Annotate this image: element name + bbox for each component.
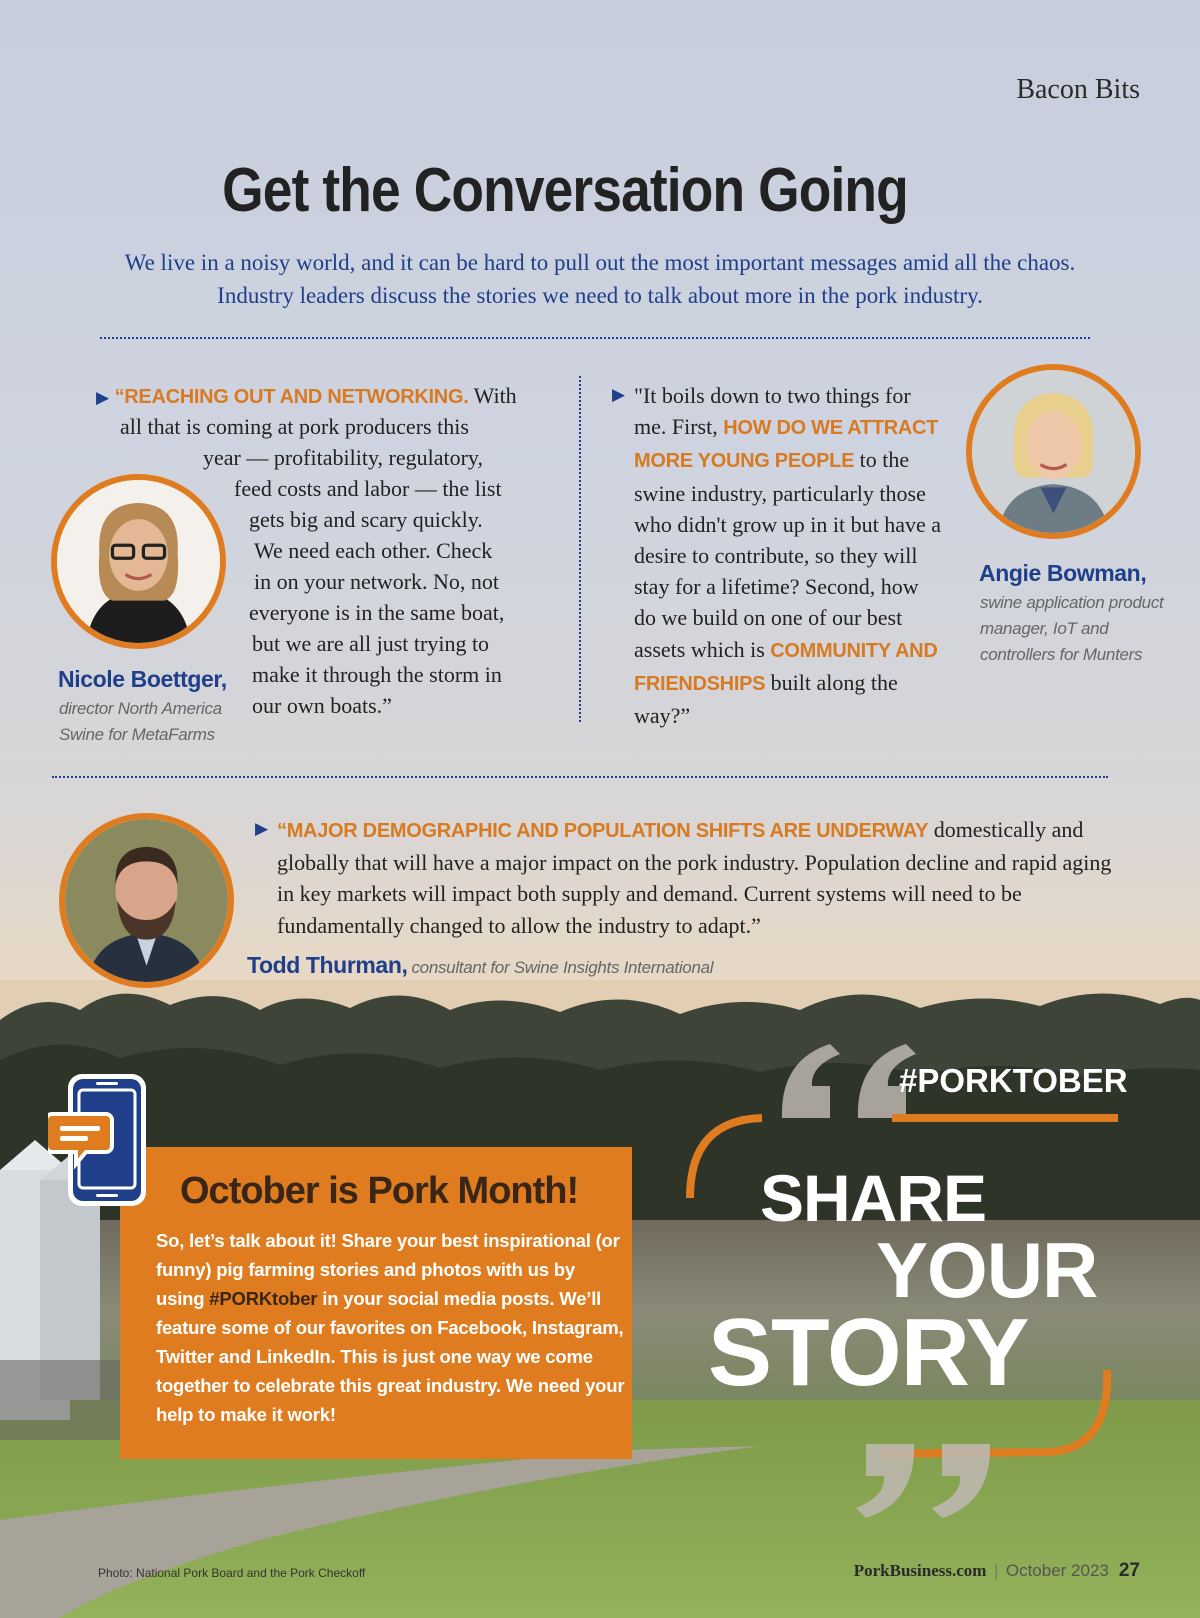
avatar-angie bbox=[966, 364, 1141, 539]
share-line-3: STORY bbox=[708, 1299, 1029, 1406]
share-line-1: SHARE bbox=[760, 1161, 987, 1235]
share-line-2: YOUR bbox=[876, 1226, 1098, 1314]
speaker-name: Todd Thurman, bbox=[247, 952, 408, 978]
footer-date: October 2023 bbox=[1005, 1561, 1109, 1580]
quote-line: gets big and scary quickly. bbox=[249, 507, 483, 532]
footer-site: PorkBusiness.com bbox=[853, 1561, 987, 1580]
quote-angie: ▶ "It boils down to two things for me. First, HOW DO WE ATTRACT MORE YOUNG PEOPLE to the swine industry, particularly those who didn't grow up in it but have a desire to contribute, so they will stay for a lifetime? Second, how do we build on one of our best assets which is COMMUNITY AND FRIENDSHIPS built along the way?” bbox=[612, 380, 942, 731]
quote-line: year — profitability, regulatory, bbox=[203, 445, 483, 470]
quote-line: but we are all just trying to bbox=[252, 631, 490, 656]
divider-top bbox=[100, 337, 1090, 339]
quote-highlight: “MAJOR DEMOGRAPHIC AND POPULATION SHIFTS ARE UNDERWAY bbox=[277, 820, 929, 842]
section-label: Bacon Bits bbox=[1016, 74, 1140, 105]
divider-middle bbox=[52, 776, 1108, 778]
quote-line: in on your network. No, not bbox=[254, 569, 500, 594]
share-hashtag: #PORKTOBER bbox=[899, 1062, 1128, 1099]
quote-highlight: HOW DO WE ATTRACT MORE YOUNG PEOPLE bbox=[634, 417, 939, 473]
quote-todd: ▶ “MAJOR DEMOGRAPHIC AND POPULATION SHIFTS ARE UNDERWAY domestically and globally that will have a major impact on the pork industry. Population decline and rapid aging in key markets will impact both supply and demand. Current systems will need to be fundamentally changed to allow the industry to adapt.” bbox=[255, 814, 1115, 941]
speaker-name: Angie Bowman, bbox=[979, 560, 1147, 586]
divider-vertical bbox=[579, 376, 581, 722]
pork-month-title: October is Pork Month! bbox=[180, 1170, 579, 1212]
page-title: Get the Conversation Going bbox=[222, 156, 908, 225]
play-arrow-icon: ▶ bbox=[255, 819, 269, 839]
quote-line: We need each other. Check bbox=[254, 538, 493, 563]
quote-line: make it through the storm in bbox=[252, 662, 502, 687]
play-arrow-icon: ▶ bbox=[612, 385, 626, 405]
pork-month-body: So, let’s talk about it! Share your best inspirational (or funny) pig farming stories and photos with us by using #PORKtober in your social media posts. We’ll feature some of our favorites on Facebook, Instagram, Twitter and LinkedIn. This is just one way we come together to celebrate this great industry. We need your help to make it work! bbox=[156, 1230, 625, 1425]
intro-text: We live in a noisy world, and it can be hard to pull out the most important messages amid all the chaos. Industry leaders discuss the stories we need to talk about more in the pork industry. bbox=[124, 250, 1076, 308]
play-arrow-icon: ▶ bbox=[96, 388, 110, 408]
photo-credit: Photo: National Pork Board and the Pork Checkoff bbox=[98, 1566, 366, 1580]
quote-line: everyone is in the same boat, bbox=[249, 600, 505, 625]
quote-line: feed costs and labor — the list bbox=[234, 476, 502, 501]
speaker-name: Nicole Boettger, bbox=[58, 666, 227, 692]
avatar-nicole bbox=[51, 474, 226, 649]
quote-highlight: “REACHING OUT AND NETWORKING bbox=[114, 386, 464, 408]
page-number: 27 bbox=[1118, 1560, 1140, 1581]
speaker-title: swine application product manager, IoT and controllers for Munters bbox=[980, 593, 1164, 664]
open-quote-icon bbox=[782, 1044, 916, 1118]
quote-highlight: COMMUNITY AND FRIENDSHIPS bbox=[634, 639, 938, 695]
speaker-title: consultant for Swine Insights International bbox=[411, 958, 714, 977]
quote-line: all that is coming at pork producers this bbox=[120, 414, 469, 439]
avatar-todd bbox=[59, 813, 234, 988]
quote-line: our own boats.” bbox=[252, 693, 392, 718]
page-footer: PorkBusiness.com | October 2023 27 bbox=[853, 1560, 1140, 1581]
speaker-credit bbox=[247, 952, 713, 981]
speaker-title: director North America Swine for MetaFarms bbox=[59, 699, 222, 744]
quote-line: With bbox=[473, 383, 517, 408]
smartphone-chat-icon bbox=[48, 1070, 152, 1210]
